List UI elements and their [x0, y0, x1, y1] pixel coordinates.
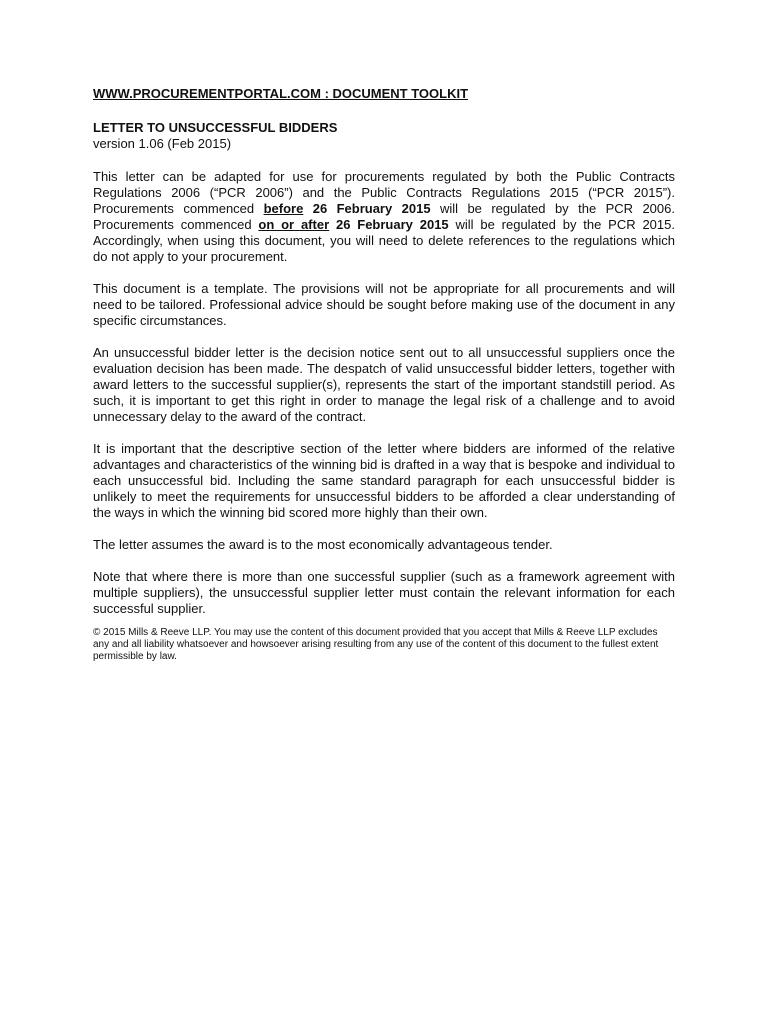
emphasis-date: 26 February 2015: [329, 217, 449, 232]
emphasis-date: 26 February 2015: [303, 201, 431, 216]
paragraph-text: will be regulated by the PCR 2006. Procurements commenced: [93, 201, 675, 232]
emphasis-before: before: [263, 201, 304, 216]
document-page: [93, 86, 675, 663]
document-version: version 1.06 (Feb 2015): [93, 136, 232, 151]
paragraph-template-notice: This document is a template. The provisions will not be appropriate for all procurements and will need to be tailored. Professional advice should be sought before making use of the document in any specific circumstances.: [93, 281, 675, 328]
emphasis-on-or-after: on or after: [258, 217, 330, 232]
paragraph-text: will be regulated by the PCR 2015. Accordingly, when using this document, you will need to delete references to the regulations which do not apply to your procurement.: [93, 217, 675, 264]
paragraph-descriptive-section: It is important that the descriptive section of the letter where bidders are informed of the relative advantages and characteristics of the winning bid is drafted in a way that is bespoke and individual to each unsuccessful bid. Including the same standard paragraph for each unsuccessful bidder is unlikely to meet the requirements for unsuccessful bidders to be afforded a clear understanding of the ways in which the winning bid scored more highly than their own.: [93, 441, 675, 520]
document-title: LETTER TO UNSUCCESSFUL BIDDERS: [93, 120, 338, 135]
copyright-notice: © 2015 Mills & Reeve LLP. You may use the content of this document provided that you accept that Mills & Reeve LLP excludes any and all liability whatsoever and howsoever arising resulting from any use of the content of this document to the fullest extent permissible by law.: [93, 627, 659, 662]
paragraph-multiple-suppliers: Note that where there is more than one successful supplier (such as a framework agreement with multiple suppliers), the unsuccessful supplier letter must contain the relevant information for each successful supplier.: [93, 569, 675, 616]
paragraph-text: This letter can be adapted for use for procurements regulated by both the Public Contracts Regulations 2006 (“PCR 2006”) and the Public Contracts Regulations 2015 (“PCR 2015”). Procurements commenced: [93, 169, 675, 216]
paragraph-pcr-applicability: [93, 169, 675, 265]
site-toolkit-header: WWW.PROCUREMENTPORTAL.COM : DOCUMENT TOOLKIT: [93, 86, 469, 101]
paragraph-award-assumption: The letter assumes the award is to the most economically advantageous tender.: [93, 537, 553, 552]
paragraph-decision-notice: An unsuccessful bidder letter is the decision notice sent out to all unsuccessful suppliers once the evaluation decision has been made. The despatch of valid unsuccessful bidder letters, together with award letters to the successful supplier(s), represents the start of the important standstill period. As such, it is important to get this right in order to manage the legal risk of a challenge and to avoid unnecessary delay to the award of the contract.: [93, 345, 675, 424]
